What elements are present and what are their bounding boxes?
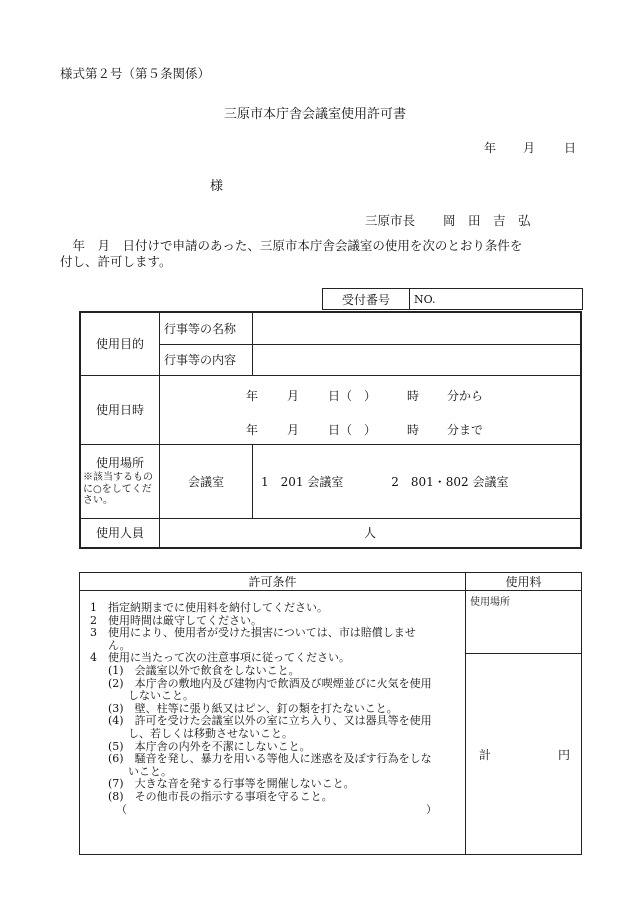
intro-line-1: 年 月 日付けで申請のあった、三原市本庁舎会議室の使用を次のとおり条件を xyxy=(60,238,523,253)
start-hour: 時 xyxy=(407,388,420,403)
end-day: 日（ ） xyxy=(328,422,377,437)
date-day: 日 xyxy=(564,141,577,155)
condition-subitem: (5) 本庁舎の内外を不潔にしないこと。 xyxy=(108,739,311,753)
condition-subitem-cont: いこと。 xyxy=(128,764,172,778)
condition-subitem: (8) その他市長の指示する事項を守ること。 xyxy=(108,789,333,803)
conditions-table xyxy=(79,572,582,855)
fee-place-cell[interactable] xyxy=(466,591,582,654)
end-year: 年 xyxy=(246,422,259,437)
condition-item: 4 使用に当たって次の注意事項に従ってください。 xyxy=(90,651,350,665)
paren-open: （ xyxy=(116,802,127,816)
condition-subitem: (7) 大きな音を発する行事等を開催しないこと。 xyxy=(108,777,355,791)
place-note: ※該当するものに○をしてください。 xyxy=(83,472,153,507)
purpose-label: 使用目的 xyxy=(80,312,160,375)
paren-close: ） xyxy=(426,802,437,816)
issuer-title: 三原市長 xyxy=(365,213,416,228)
condition-subitem: (4) 許可を受けた会議室以外の室に立ち入り、又は器具等を使用 xyxy=(108,714,432,728)
other-conditions-field[interactable] xyxy=(86,804,459,818)
date-year: 年 xyxy=(484,141,497,155)
condition-subitem-cont: し、若しくは移動させないこと。 xyxy=(128,726,293,740)
datetime-field[interactable] xyxy=(160,375,582,444)
datetime-label: 使用日時 xyxy=(80,375,160,444)
start-day: 日（ ） xyxy=(328,388,377,403)
condition-subitem: (6) 騒音を発し、暴力を用いる等他人に迷惑を及ぼす行為をしな xyxy=(108,752,432,766)
room-label: 会議室 xyxy=(160,444,253,518)
receipt-table xyxy=(322,288,583,310)
receipt-number-field[interactable]: NO. xyxy=(410,289,583,310)
start-month: 月 xyxy=(287,388,300,403)
room-option-201[interactable]: 1 201 会議室 xyxy=(261,474,344,489)
fee-total-label: 計 xyxy=(479,748,492,762)
fee-total-cell[interactable] xyxy=(466,654,582,855)
addressee-suffix: 様 xyxy=(210,179,224,194)
fee-place-label: 使用場所 xyxy=(470,597,510,608)
end-hour: 時 xyxy=(407,422,420,437)
condition-subitem: (2) 本庁舎の敷地内及び建物内で飲酒及び喫煙並びに火気を使用 xyxy=(108,676,432,690)
receipt-label: 受付番号 xyxy=(323,289,410,310)
condition-subitem: (1) 会議室以外で飲食をしないこと。 xyxy=(108,663,300,677)
people-field[interactable]: 人 xyxy=(160,518,582,548)
room-options-cell xyxy=(253,444,582,518)
start-year: 年 xyxy=(246,388,259,403)
condition-subitem-cont: しないこと。 xyxy=(128,689,194,703)
condition-item-cont: ん。 xyxy=(108,638,131,652)
intro-line-2: 付し、許可します。 xyxy=(60,254,172,269)
document-title: 三原市本庁舎会議室使用許可書 xyxy=(223,107,406,122)
condition-item: 2 使用時間は厳守してください。 xyxy=(90,613,262,627)
condition-item: 3 使用により、使用者が受けた損害については、市は賠償しませ xyxy=(90,626,416,640)
condition-item: 1 指定納期までに使用料を納付してください。 xyxy=(90,601,328,614)
start-minute-from: 分から xyxy=(447,388,484,403)
event-name-label: 行事等の名称 xyxy=(160,312,253,344)
date-month: 月 xyxy=(523,141,536,155)
end-minute-until: 分まで xyxy=(447,422,484,437)
fee-unit: 円 xyxy=(558,748,571,762)
event-content-label: 行事等の内容 xyxy=(160,344,253,375)
place-label: 使用場所 xyxy=(95,456,144,471)
issuer-name: 岡 田 吉 弘 xyxy=(443,213,531,228)
conditions-body xyxy=(80,591,466,855)
room-option-801-802[interactable]: 2 801・802 会議室 xyxy=(391,474,509,489)
conditions-header: 許可条件 xyxy=(80,573,466,591)
condition-subitem: (3) 壁、柱等に張り紙又はピン、釘の類を打たないこと。 xyxy=(108,701,398,715)
form-label: 様式第２号（第５条関係） xyxy=(60,66,211,81)
usage-table xyxy=(79,311,582,549)
place-label-cell xyxy=(80,444,160,518)
event-name-field[interactable] xyxy=(253,312,582,344)
fee-header: 使用料 xyxy=(466,573,582,591)
event-content-field[interactable] xyxy=(253,344,582,375)
people-label: 使用人員 xyxy=(80,518,160,548)
end-month: 月 xyxy=(287,422,300,437)
